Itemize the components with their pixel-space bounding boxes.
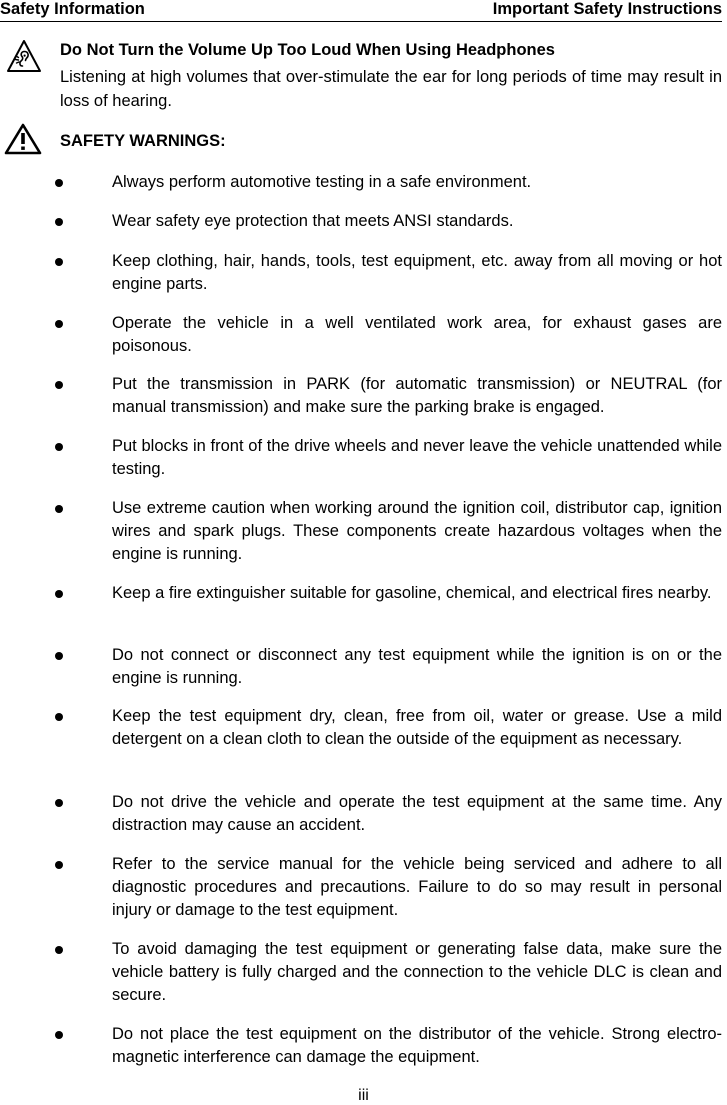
list-item-text: Refer to the service manual for the vehicle being serviced and adhere to all diagnostic procedures and precautions. Failure to do so may result in personal injury or damage to the test equipment. (112, 855, 722, 919)
bullet-icon (55, 799, 63, 807)
headphone-notice-body: Listening at high volumes that over-stimulate the ear for long periods of time may result in loss of hearing. (60, 68, 722, 110)
bullet-icon (55, 381, 63, 389)
bullet-icon (55, 652, 63, 660)
bullet-icon (55, 946, 63, 954)
list-item-text: Wear safety eye protection that meets ANSI standards. (112, 212, 514, 230)
list-item-text: Put blocks in front of the drive wheels and never leave the vehicle unattended while testing. (112, 437, 722, 478)
list-item-text: Keep a fire extinguisher suitable for gasoline, chemical, and electrical fires nearby. (112, 584, 712, 602)
bullet-icon (55, 1031, 63, 1039)
list-item-text: Always perform automotive testing in a safe environment. (112, 173, 532, 191)
bullet-icon (55, 443, 63, 451)
bullet-icon (55, 179, 63, 187)
bullet-icon (55, 218, 63, 226)
list-item-text: Keep clothing, hair, hands, tools, test equipment, etc. away from all moving or hot engine parts. (112, 252, 722, 293)
headphone-notice-title: Do Not Turn the Volume Up Too Loud When Using Headphones (60, 41, 555, 59)
bullet-icon (55, 320, 63, 328)
list-item-text: Put the transmission in PARK (for automatic transmission) or NEUTRAL (for manual transmission) and make sure the parking brake is engaged. (112, 375, 722, 416)
list-item-text: Do not drive the vehicle and operate the test equipment at the same time. Any distraction may cause an accident. (112, 793, 722, 834)
bullet-icon (55, 258, 63, 266)
header-chapter-title: Important Safety Instructions (492, 0, 722, 18)
list-item-text: Keep the test equipment dry, clean, free from oil, water or grease. Use a mild detergent on a clean cloth to clean the outside of the equipment as necessary. (112, 707, 722, 748)
bullet-icon (55, 505, 63, 513)
bullet-icon (55, 861, 63, 869)
header-section-title: Safety Information (0, 0, 145, 18)
list-item-text: Do not place the test equipment on the distributor of the vehicle. Strong electro-magnetic interference can damage the equipment. (112, 1025, 722, 1066)
page-number: iii (358, 1087, 369, 1104)
list-item-text: Do not connect or disconnect any test equipment while the ignition is on or the engine is running. (112, 646, 722, 687)
bullet-icon (55, 590, 63, 598)
safety-warnings-title: SAFETY WARNINGS: (60, 132, 226, 150)
list-item-text: Operate the vehicle in a well ventilated work area, for exhaust gases are poisonous. (112, 314, 722, 355)
list-item-text: Use extreme caution when working around the ignition coil, distributor cap, ignition wires and spark plugs. These components create hazardous voltages when the engine is running. (112, 499, 722, 563)
bullet-icon (55, 713, 63, 721)
list-item-text: To avoid damaging the test equipment or generating false data, make sure the vehicle battery is fully charged and the connection to the vehicle DLC is clean and secure. (112, 940, 722, 1004)
